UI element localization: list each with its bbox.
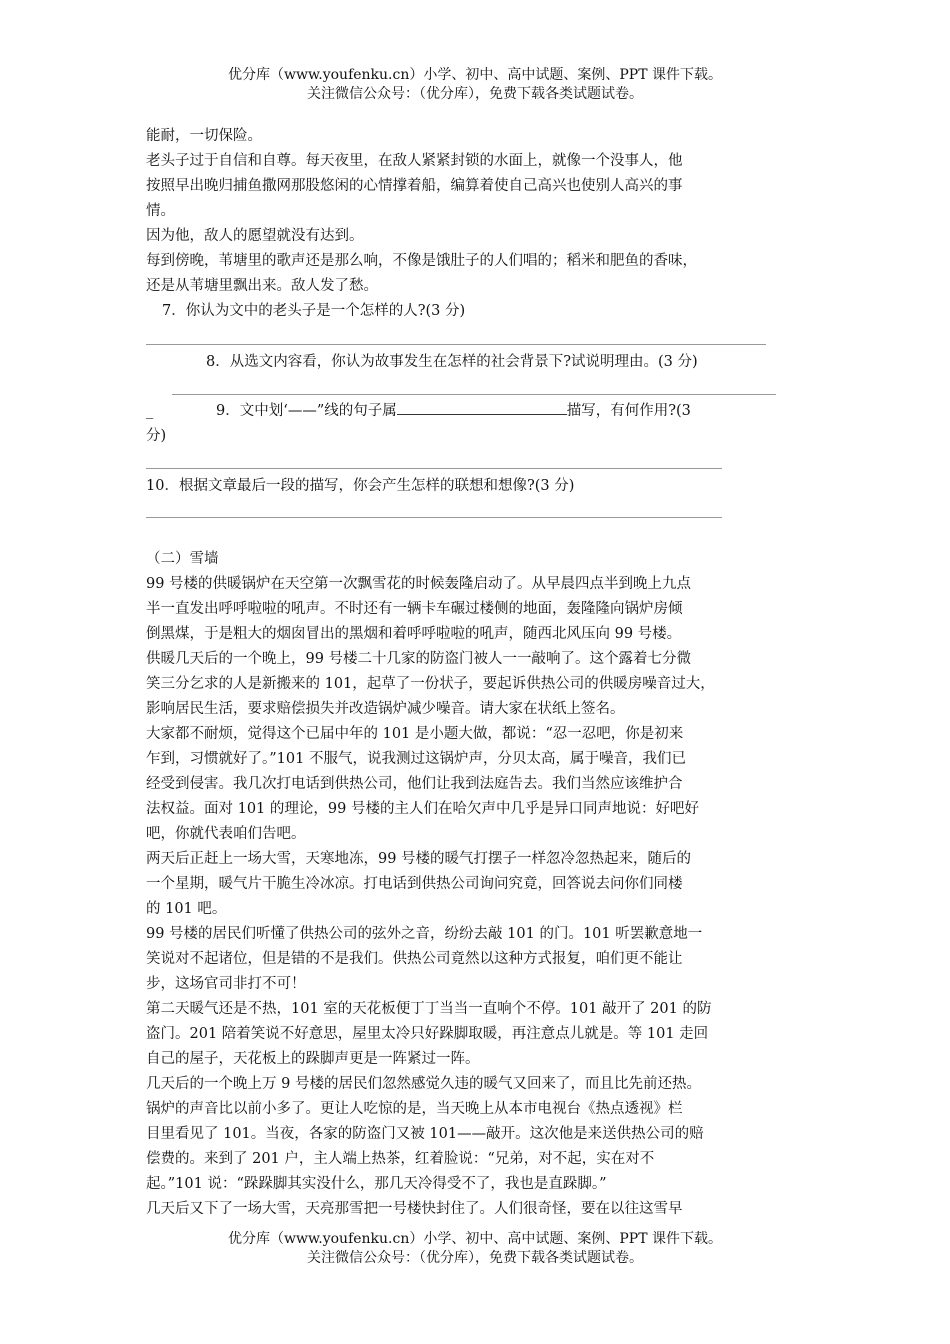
footer-line-2: 关注微信公众号：（优分库），免费下载各类试题试卷。 — [307, 1250, 643, 1266]
page-header — [0, 66, 950, 104]
header-line-2: 关注微信公众号：（优分库），免费下载各类试题试卷。 — [307, 86, 643, 102]
passage2-line: 起。”101 说：“跺跺脚其实没什么，那几天冷得受不了，我也是直跺脚。” — [146, 1176, 607, 1192]
passage2-line: 几天后的一个晚上万 9 号楼的居民们忽然感觉久违的暖气又回来了，而且比先前还热。 — [146, 1076, 701, 1092]
passage2-line: 锅炉的声音比以前小多了。更让人吃惊的是，当天晚上从本市电视台《热点透视》栏 — [146, 1101, 683, 1117]
question-7: 7．你认为文中的老头子是一个怎样的人?(3 分) — [162, 303, 466, 319]
passage2-line: 法权益。面对 101 的理论，99 号楼的主人们在哈欠声中几乎是异口同声地说：好吧好 — [146, 801, 699, 817]
passage2-line: 吧，你就代表咱们告吧。 — [146, 826, 306, 842]
passage1-line: 能耐，一切保险。 — [146, 128, 262, 144]
header-line-1: 优分库（www.youfenku.cn）小学、初中、高中试题、案例、PPT 课件下载。 — [227, 67, 722, 83]
passage2-line: 的 101 吧。 — [146, 901, 227, 917]
passage2-line: 步，这场官司非打不可！ — [146, 976, 306, 992]
passage2-line: 两天后正赶上一场大雪，天寒地冻，99 号楼的暖气打摆子一样忽冷忽热起来，随后的 — [146, 851, 692, 867]
question-10: 10．根据文章最后一段的描写，你会产生怎样的联想和想像?(3 分) — [146, 478, 575, 494]
answer-line-7[interactable] — [146, 344, 766, 345]
passage2-line: 几天后又下了一场大雪，天亮那雪把一号楼快封住了。人们很奇怪，要在以往这雪早 — [146, 1201, 683, 1217]
question-9 — [216, 399, 691, 423]
question-9-prefix: _ — [146, 403, 154, 419]
answer-line-8[interactable] — [172, 394, 776, 395]
passage1-line: 情。 — [146, 203, 175, 219]
question-9-text-a: 9．文中划‘——”线的句子属 — [216, 403, 397, 419]
passage2-line: 盗门。201 陪着笑说不好意思，屋里太冷只好跺脚取暖，再注意点儿就是。等 101 走回 — [146, 1026, 709, 1042]
passage1-line: 因为他，敌人的愿望就没有达到。 — [146, 228, 364, 244]
passage2-line: 笑三分乞求的人是新搬来的 101，起草了一份状子，要起诉供热公司的供暖房噪音过大， — [146, 676, 715, 692]
question-9-blank[interactable] — [397, 399, 567, 415]
passage2-title: （二）雪墙 — [146, 551, 219, 567]
passage2-line: 大家都不耐烦，觉得这个已届中年的 101 是小题大做，都说：“忍一忍吧，你是初来 — [146, 726, 684, 742]
passage2-line: 一个星期，暖气片干脆生冷冰凉。打电话到供热公司询问究竟，回答说去问你们同楼 — [146, 876, 683, 892]
passage2-line: 半一直发出呼呼啦啦的吼声。不时还有一辆卡车碾过楼侧的地面，轰隆隆向锅炉房倾 — [146, 601, 683, 617]
answer-line-9[interactable] — [146, 468, 722, 469]
page-footer — [0, 1230, 950, 1268]
passage2-line: 经受到侵害。我几次打电话到供热公司，他们让我到法庭告去。我们当然应该维护合 — [146, 776, 683, 792]
answer-line-10[interactable] — [146, 517, 722, 518]
passage1-line: 按照早出晚归捕鱼撒网那股悠闲的心情撑着船，编算着使自己高兴也使别人高兴的事 — [146, 178, 683, 194]
passage2-line: 目里看见了 101。当夜，各家的防盗门又被 101——敲开。这次他是来送供热公司的赔 — [146, 1126, 704, 1142]
passage2-line: 自己的屋子，天花板上的跺脚声更是一阵紧过一阵。 — [146, 1051, 480, 1067]
passage2-line: 第二天暖气还是不热，101 室的天花板便丁丁当当一直响个不停。101 敲开了 201 的防 — [146, 1001, 712, 1017]
passage2-line: 笑说对不起诸位，但是错的不是我们。供热公司竟然以这种方式报复，咱们更不能让 — [146, 951, 683, 967]
question-9-text-b: 描写，有何作用?(3 — [566, 403, 691, 419]
passage1-line: 老头子过于自信和自尊。每天夜里，在敌人紧紧封锁的水面上，就像一个没事人，他 — [146, 153, 683, 169]
question-8: 8．从选文内容看，你认为故事发生在怎样的社会背景下?试说明理由。(3 分) — [206, 354, 698, 370]
question-9-cont: 分) — [146, 428, 167, 444]
passage1-line: 每到傍晚，苇塘里的歌声还是那么响，不像是饿肚子的人们唱的；稻米和肥鱼的香味， — [146, 253, 697, 269]
passage2-line: 99 号楼的居民们听懂了供热公司的弦外之音，纷纷去敲 101 的门。101 听罢歉意地一 — [146, 926, 703, 942]
passage2-line: 偿费的。来到了 201 户，主人端上热茶，红着脸说：“兄弟，对不起，实在对不 — [146, 1151, 655, 1167]
footer-line-1: 优分库（www.youfenku.cn）小学、初中、高中试题、案例、PPT 课件下载。 — [227, 1231, 722, 1247]
passage1-line: 还是从苇塘里飘出来。敌人发了愁。 — [146, 278, 378, 294]
passage2-line: 倒黑煤，于是粗大的烟囱冒出的黑烟和着呼呼啦啦的吼声，随西北风压向 99 号楼。 — [146, 626, 682, 642]
passage2-line: 供暖几天后的一个晚上，99 号楼二十几家的防盗门被人一一敲响了。这个露着七分微 — [146, 651, 692, 667]
passage2-line: 影响居民生活，要求赔偿损失并改造锅炉减少噪音。请大家在状纸上签名。 — [146, 701, 625, 717]
passage2-line: 乍到，习惯就好了。”101 不服气，说我测过这锅炉声，分贝太高，属于噪音，我们已 — [146, 751, 686, 767]
passage2-line: 99 号楼的供暖锅炉在天空第一次飘雪花的时候轰隆启动了。从早晨四点半到晚上九点 — [146, 576, 692, 592]
